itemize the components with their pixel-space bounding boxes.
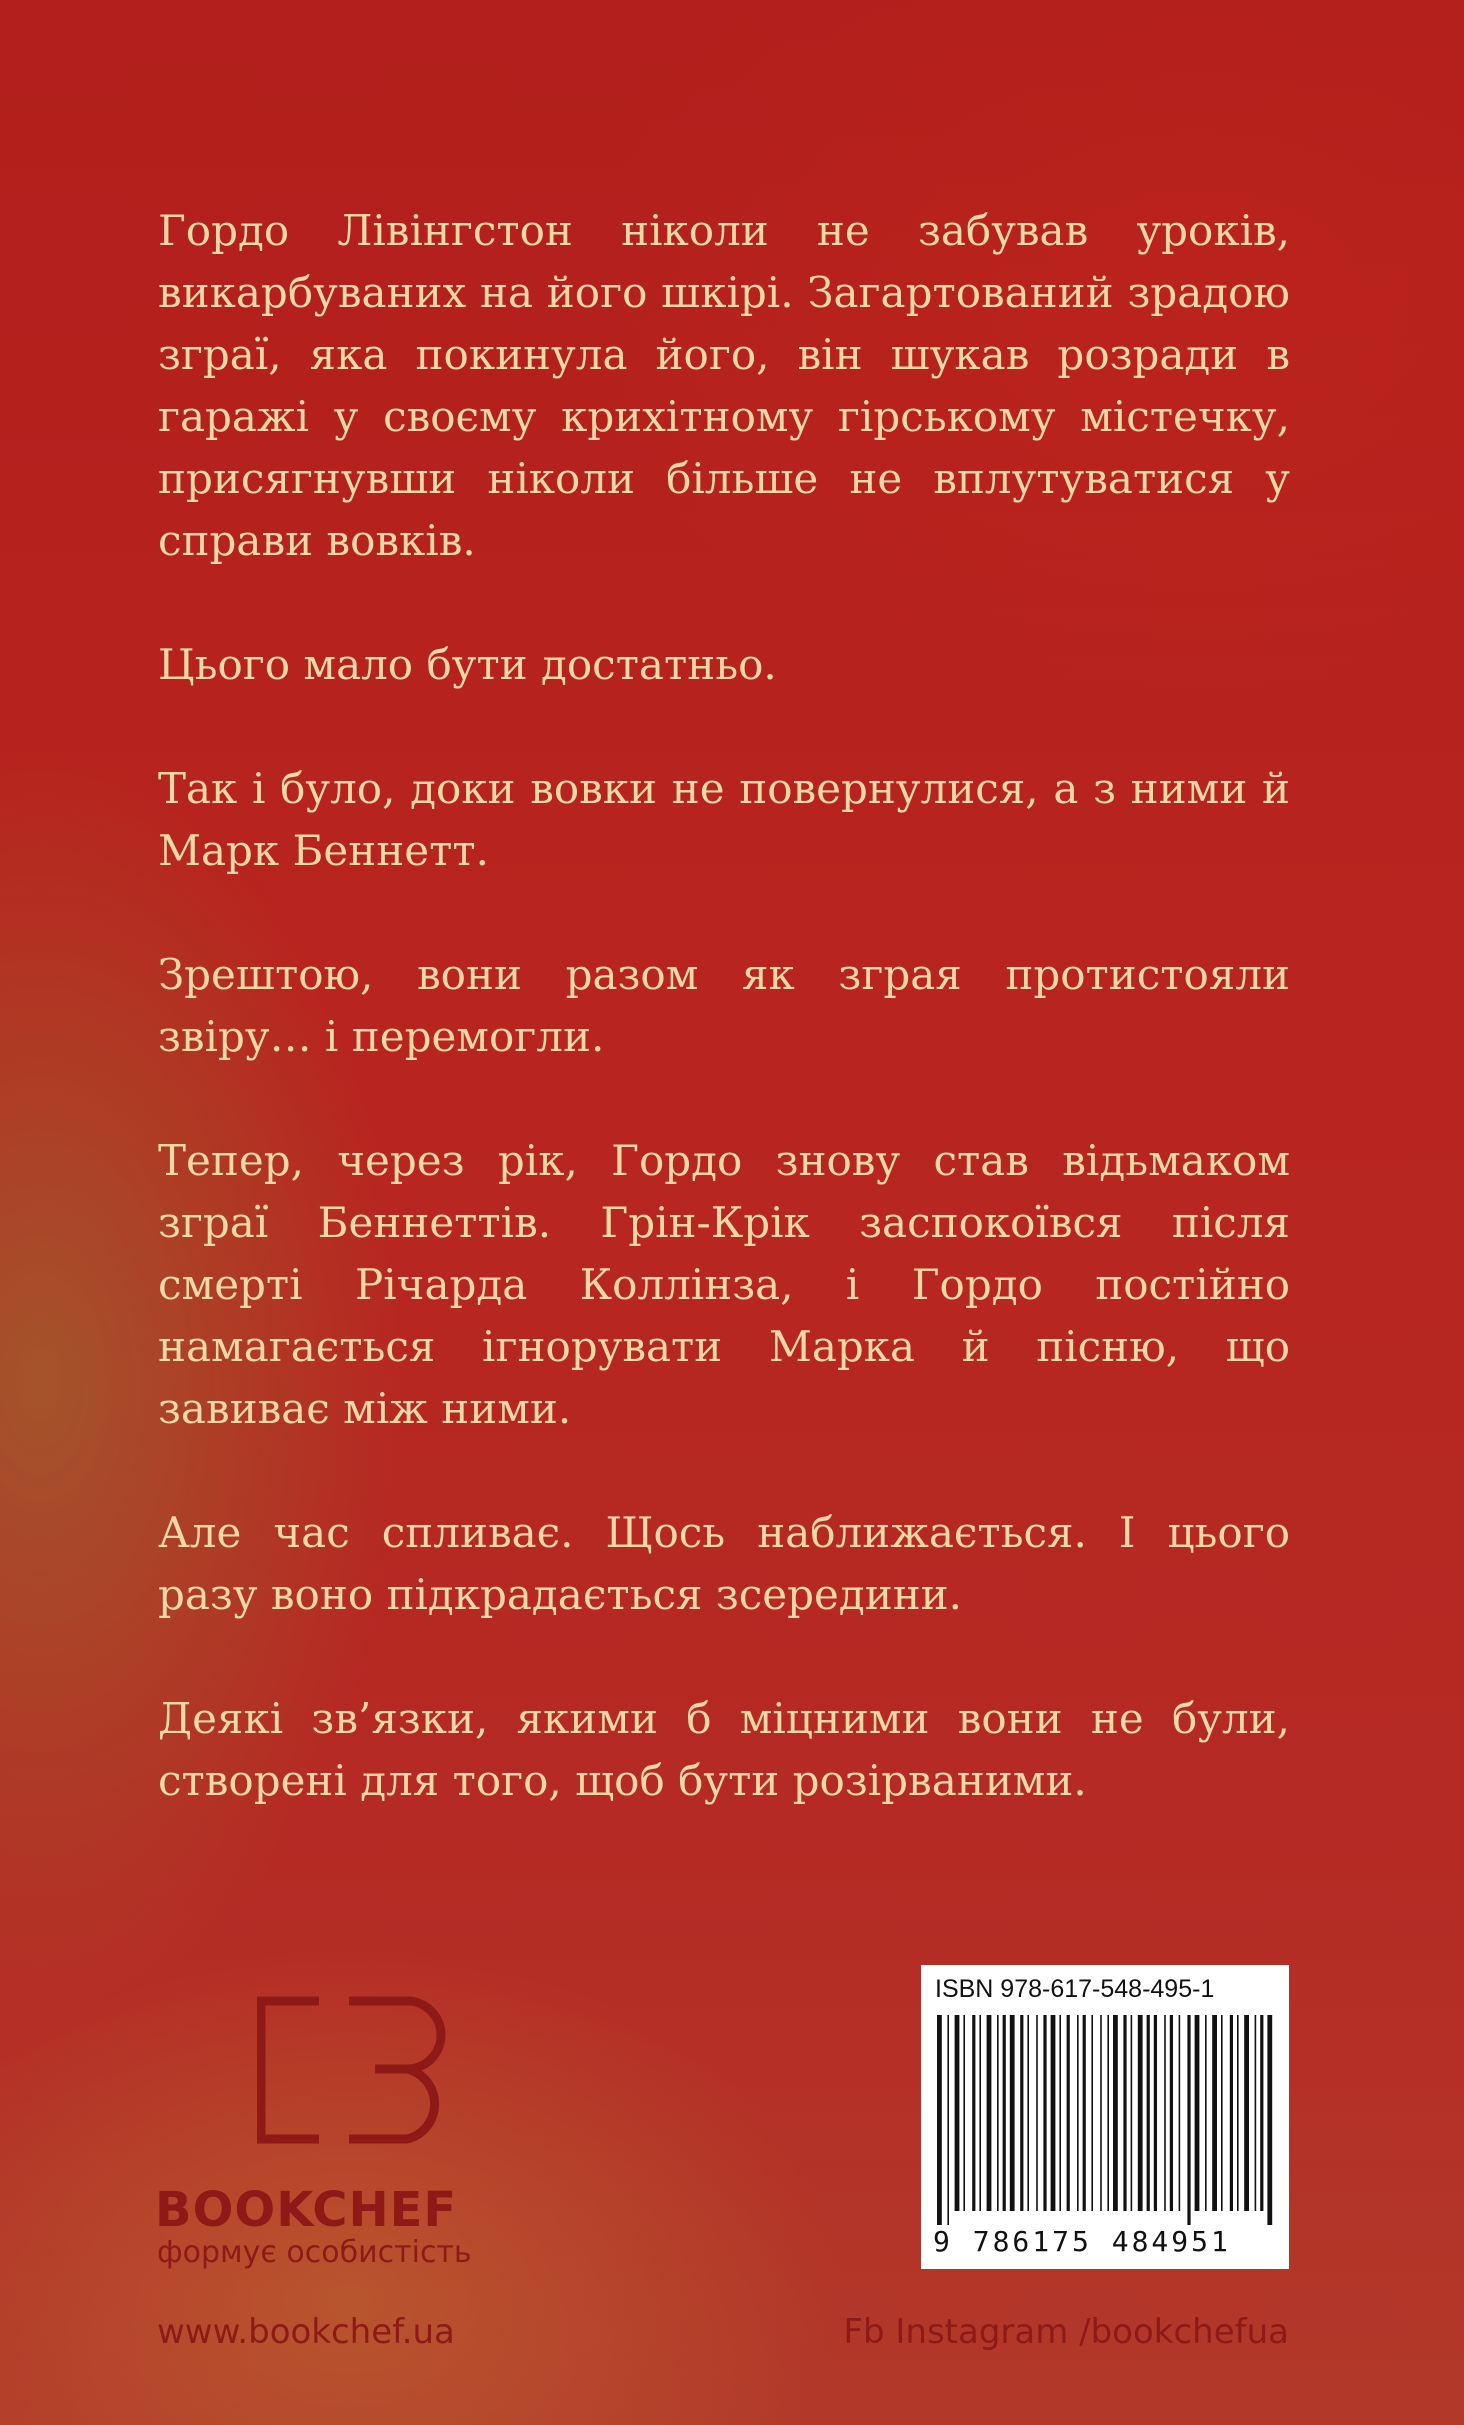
isbn-label: ISBN 978-617-548-495-1: [935, 1975, 1215, 2003]
blurb: [158, 200, 1290, 1874]
blurb-paragraph-1: Гордо Лівінгстон ніколи не забував уроків, викарбуваних на його шкірі. Загартований зрадою зграї, яка покинула його, він шукав розради в гаражі у своєму крихітному гірському містечку, присягнувши ніколи більше не вплутуватися у справи вовків.: [158, 206, 1290, 565]
blurb-paragraph-2: Цього мало бути достатньо.: [158, 640, 777, 689]
barcode-icon: [929, 2015, 1281, 2225]
blurb-paragraph-4: Зрештою, вони разом як зграя протистояли звіру… і перемогли.: [158, 950, 1290, 1061]
publisher-social[interactable]: Fb Instagram /bookchefua: [843, 2312, 1289, 2352]
blurb-paragraph-3: Так і було, доки вовки не повернулися, а з ними й Марк Беннетт.: [158, 764, 1290, 875]
publisher-name: BOOKCHEF: [155, 2182, 458, 2238]
blurb-paragraph-7: Деякі зв’язки, якими б міцними вони не були, створені для того, щоб бути розірваними.: [158, 1694, 1290, 1805]
publisher-website[interactable]: www.bookchef.ua: [157, 2312, 455, 2352]
publisher-logo: [155, 1995, 545, 2275]
publisher-tagline: формує особистість: [157, 2235, 472, 2270]
blurb-paragraph-5: Тепер, через рік, Гордо знову став відьмаком зграї Беннеттів. Грін-Крік заспокоївся після смерті Річарда Коллінза, і Гордо постійно намагається ігнорувати Марка й пісню, що завиває між ними.: [158, 1136, 1290, 1433]
isbn-barcode: [921, 1965, 1289, 2269]
blurb-paragraph-6: Але час спливає. Щось наближається. І цього разу воно підкрадається зсередини.: [158, 1508, 1290, 1619]
bookchef-logo-icon: [257, 1995, 447, 2145]
barcode-digits: 9 786175 484951: [933, 2225, 1231, 2258]
